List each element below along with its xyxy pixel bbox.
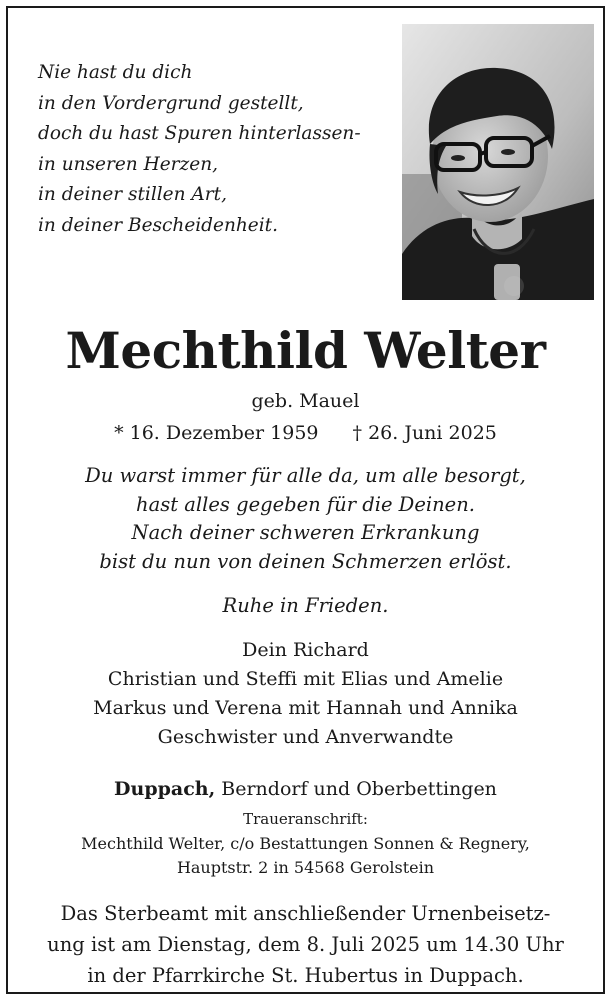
mourning-address-label: Traueranschrift: <box>243 810 368 828</box>
mourning-address <box>8 832 603 880</box>
poem-line: in deiner Bescheidenheit. <box>38 214 278 236</box>
rest-in-peace: Ruhe in Frieden. <box>222 594 389 617</box>
funeral-service <box>8 898 603 991</box>
location-town: Duppach, <box>114 778 216 800</box>
mourner-line: Christian und Steffi mit Elias und Amelie <box>107 668 504 690</box>
poem-line: doch du hast Spuren hinterlassen- <box>38 123 361 144</box>
deceased-name: Mechthild Welter <box>65 321 546 380</box>
address-line: Hauptstr. 2 in 54568 Gerolstein <box>176 858 435 877</box>
birth-date: * 16. Dezember 1959 <box>114 422 319 444</box>
mourner-line: Dein Richard <box>242 639 369 661</box>
poem <box>38 58 393 241</box>
verse-line: bist du nun von deinen Schmerzen erlöst. <box>99 549 512 573</box>
poem-line: in den Vordergrund gestellt, <box>38 92 304 114</box>
mourner-line: Markus und Verena mit Hannah und Annika <box>93 697 518 719</box>
poem-line: Nie hast du dich <box>38 62 193 83</box>
service-line: in der Pfarrkirche St. Hubertus in Duppach. <box>87 964 524 987</box>
memorial-verse <box>8 462 603 576</box>
location-others: Berndorf und Oberbettingen <box>221 778 497 800</box>
life-dates <box>8 420 603 446</box>
portrait-photo <box>402 24 594 300</box>
verse-line: Nach deiner schweren Erkrankung <box>131 521 480 544</box>
mourners-list <box>8 636 603 752</box>
maiden-name: geb. Mauel <box>251 390 360 412</box>
obituary-notice <box>6 6 605 994</box>
verse-line: Du warst immer für alle da, um alle besorgt, <box>85 464 526 487</box>
service-line: Das Sterbeamt mit anschließender Urnenbeisetz- <box>60 902 551 925</box>
portrait-illustration <box>402 24 594 300</box>
death-date: † 26. Juni 2025 <box>352 422 497 444</box>
address-line: Mechthild Welter, c/o Bestattungen Sonnen & Regnery, <box>81 834 530 853</box>
poem-line: in deiner stillen Art, <box>38 184 227 205</box>
location <box>8 776 603 802</box>
poem-line: in unseren Herzen, <box>38 153 218 175</box>
service-line: ung ist am Dienstag, dem 8. Juli 2025 um 14.30 Uhr <box>47 933 564 956</box>
mourner-line: Geschwister und Anverwandte <box>157 726 454 748</box>
verse-line: hast alles gegeben für die Deinen. <box>136 492 475 516</box>
